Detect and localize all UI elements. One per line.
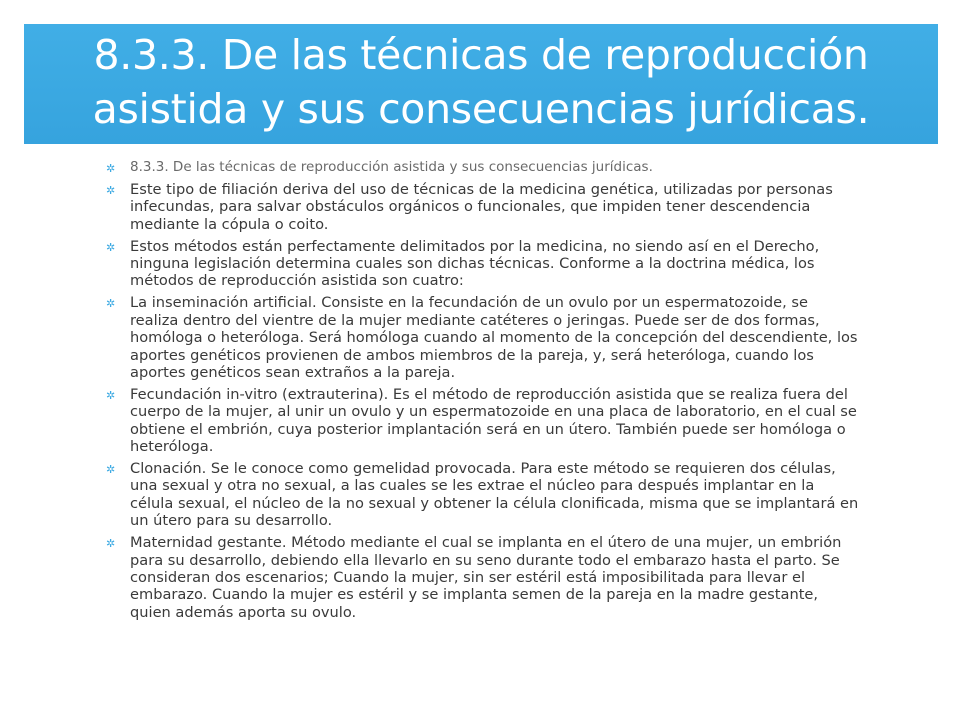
bullet-item: [100, 460, 860, 530]
asterisk-icon: ✲: [106, 463, 116, 476]
bullet-item: [100, 238, 860, 290]
bullet-item: [100, 534, 860, 621]
asterisk-icon: ✲: [106, 537, 116, 551]
bullet-item: [100, 294, 860, 381]
bullet-text: Este tipo de filiación deriva del uso de técnicas de la medicina genética, utilizadas por personas infecundas, para salvar obstáculos orgánicos o funcionales, que impiden tener descendencia mediante la cópula o coito.: [130, 180, 833, 233]
bullet-list: [100, 159, 860, 626]
bullet-text: 8.3.3. De las técnicas de reproducción asistida y sus consecuencias jurídicas.: [130, 159, 653, 175]
slide-title: 8.3.3. De las técnicas de reproducción asistida y sus consecuencias jurídicas.: [92, 31, 870, 133]
bullet-item: [100, 181, 860, 233]
bullet-text: Clonación. Se le conoce como gemelidad provocada. Para este método se requieren dos células, una sexual y otra no sexual, a las cuales se les extrae el núcleo para después implantar en la célula sexual, el núcleo de la no sexual y obtener la célula clonificada, misma que se implantará en un útero para su desarrollo.: [130, 460, 859, 530]
bullet-text: Estos métodos están perfectamente delimitados por la medicina, no siendo así en el Derecho, ninguna legislación determina cuales son dichas técnicas. Conforme a la doctrina médica, los métodos de reproducción asistida son cuatro:: [130, 237, 820, 290]
asterisk-icon: ✲: [106, 388, 116, 402]
bullet-text: Maternidad gestante. Método mediante el cual se implanta en el útero de una mujer, un embrión para su desarrollo, debiendo ella llevarlo en su seno durante todo el embarazo hasta el parto. Se consideran dos escenarios; Cuando la mujer, sin ser estéril está imposibilitada para llevar el embarazo. Cuando la mujer es estéril y se implanta semen de la pareja en la madre gestante, quien además aporta su ovulo.: [130, 534, 842, 621]
asterisk-icon: ✲: [106, 183, 116, 197]
asterisk-icon: ✲: [106, 297, 116, 311]
asterisk-icon: ✲: [106, 162, 116, 175]
asterisk-icon: ✲: [106, 240, 116, 254]
bullet-item: [100, 386, 860, 456]
bullet-text: Fecundación in-vitro (extrauterina). Es el método de reproducción asistida que se realiza fuera del cuerpo de la mujer, al unir un ovulo y un espermatozoide en una placa de laboratorio, en el cual se obtiene el embrión, cuya posterior implantación será en un útero. También puede ser homóloga o heteróloga.: [130, 385, 857, 456]
bullet-text: La inseminación artificial. Consiste en la fecundación de un ovulo por un espermatozoide, se realiza dentro del vientre de la mujer mediante catéteres o jeringas. Puede ser de dos formas, homóloga o heteróloga. Será homóloga cuando al momento de la concepción del descendiente, los aportes genéticos provienen de ambos miembros de la pareja, y, será heteróloga, cuando los aportes genéticos sean extraños a la pareja.: [130, 294, 858, 381]
bullet-item: [100, 159, 860, 176]
